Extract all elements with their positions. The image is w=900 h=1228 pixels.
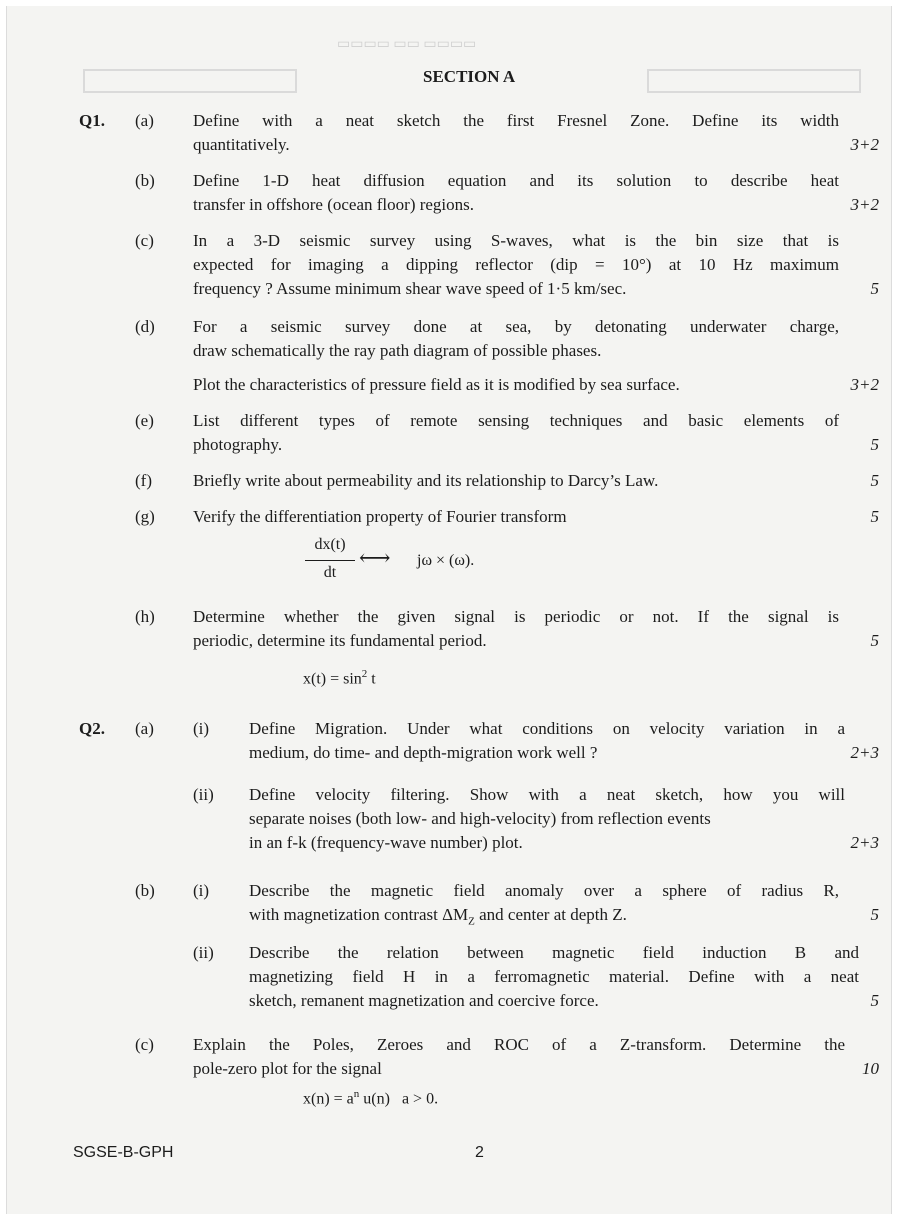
bleed-through-box <box>647 69 861 93</box>
q2-b-ii-marks: 5 <box>870 991 879 1010</box>
fourier-denominator: dt <box>323 564 337 581</box>
q1-b-label: (b) <box>135 171 155 190</box>
q2-b-label: (b) <box>135 881 155 900</box>
q1-e-marks: 5 <box>870 435 879 454</box>
q1-f-label: (f) <box>135 471 152 490</box>
q1-d-marks: 3+2 <box>850 375 879 394</box>
q2-b-i-label: (i) <box>193 881 210 900</box>
q1-e-line-2: photography. <box>193 435 283 454</box>
q1-c-line-3: frequency ? Assume minimum shear wave speed of 1·5 km/sec. <box>193 279 627 298</box>
page-number: 2 <box>475 1144 484 1161</box>
q1-g-marks: 5 <box>870 507 879 526</box>
fraction-bar <box>305 560 355 561</box>
q2-a-ii-line-3: in an f-k (frequency-wave number) plot. <box>249 833 523 852</box>
q2-b-i-marks: 5 <box>870 905 879 924</box>
q1-b-line-1: Define 1-D heat diffusion equation and its solution to describe heat <box>193 171 839 190</box>
q1-a-line-1: Define with a neat sketch the first Fresnel Zone. Define its width <box>193 111 839 130</box>
q2-a-ii-line-1: Define velocity filtering. Show with a neat sketch, how you will <box>249 785 845 804</box>
q1-b-line-2: transfer in offshore (ocean floor) regions. <box>193 195 475 214</box>
fourier-numerator: dx(t) <box>314 536 346 553</box>
q1-a-marks: 3+2 <box>850 135 879 154</box>
q2-b-ii-line-1: Describe the relation between magnetic field induction B and <box>249 943 859 962</box>
q1-f-line-1: Briefly write about permeability and its relationship to Darcy’s Law. <box>193 471 659 490</box>
z-transform-signal-formula: $x(n) = a^n$ u(n) a > 0. <box>303 1088 439 1108</box>
q1-h-label: (h) <box>135 607 155 626</box>
bleed-through-box <box>83 69 297 93</box>
q1-g-line-1: Verify the differentiation property of Fourier transform <box>193 507 567 526</box>
q2-a-i-label: (i) <box>193 719 210 738</box>
q1-d-label: (d) <box>135 317 155 336</box>
q1-c-line-1: In a 3-D seismic survey using S-waves, what is the bin size that is <box>193 231 839 250</box>
q1-h-marks: 5 <box>870 631 879 650</box>
q1-a-label: (a) <box>135 111 154 130</box>
q2-b-i-line-2: with magnetization contrast $\Delta M_Z$ and center at depth Z. <box>249 905 627 928</box>
periodic-signal-formula: $x(t) = \sin^2 t$ <box>303 668 376 688</box>
question-number-q2: Q2. <box>79 719 105 738</box>
q2-a-i-marks: 2+3 <box>850 743 879 762</box>
q1-c-label: (c) <box>135 231 154 250</box>
q1-f-marks: 5 <box>870 471 879 490</box>
q1-h-line-2: periodic, determine its fundamental period. <box>193 631 487 650</box>
q1-e-label: (e) <box>135 411 154 430</box>
q1-h-line-1: Determine whether the given signal is periodic or not. If the signal is <box>193 607 839 626</box>
bleed-through-mark: ▭▭▭▭ ▭▭ ▭▭▭▭ <box>337 37 477 52</box>
q2-a-ii-marks: 2+3 <box>850 833 879 852</box>
q2-a-label: (a) <box>135 719 154 738</box>
q2-c-line-2: pole-zero plot for the signal <box>193 1059 382 1078</box>
question-number-q1: Q1. <box>79 111 105 130</box>
paper-code: SGSE-B-GPH <box>73 1144 174 1161</box>
q2-b-ii-line-2: magnetizing field H in a ferromagnetic material. Define with a neat <box>249 967 859 986</box>
q1-b-marks: 3+2 <box>850 195 879 214</box>
section-title: SECTION A <box>423 67 516 86</box>
q2-c-label: (c) <box>135 1035 154 1054</box>
q1-g-label: (g) <box>135 507 155 526</box>
q2-b-ii-label: (ii) <box>193 943 214 962</box>
q1-c-line-2: expected for imaging a dipping reflector (dip = 10°) at 10 Hz maximum <box>193 255 839 274</box>
q1-c-marks: 5 <box>870 279 879 298</box>
q2-b-i-line-1: Describe the magnetic field anomaly over a sphere of radius R, <box>249 881 839 900</box>
double-arrow-symbol: ⟷ <box>359 545 391 570</box>
q2-a-ii-line-2: separate noises (both low- and high-velocity) from reflection events <box>249 809 711 828</box>
q2-c-line-1: Explain the Poles, Zeroes and ROC of a Z-transform. Determine the <box>193 1035 845 1054</box>
q2-b-ii-line-3: sketch, remanent magnetization and coercive force. <box>249 991 599 1010</box>
q2-c-marks: 10 <box>862 1059 879 1078</box>
q2-a-i-line-1: Define Migration. Under what conditions on velocity variation in a <box>249 719 845 738</box>
q1-e-line-1: List different types of remote sensing techniques and basic elements of <box>193 411 839 430</box>
q1-d-line-3: Plot the characteristics of pressure field as it is modified by sea surface. <box>193 375 680 394</box>
q1-d-line-2: draw schematically the ray path diagram of possible phases. <box>193 341 602 360</box>
fourier-rhs: jω × (ω). <box>417 552 475 569</box>
q1-d-line-1: For a seismic survey done at sea, by detonating underwater charge, <box>193 317 839 336</box>
q1-a-line-2: quantitatively. <box>193 135 290 154</box>
q2-a-i-line-2: medium, do time- and depth-migration work well ? <box>249 743 598 762</box>
q2-a-ii-label: (ii) <box>193 785 214 804</box>
exam-page <box>6 6 892 1214</box>
